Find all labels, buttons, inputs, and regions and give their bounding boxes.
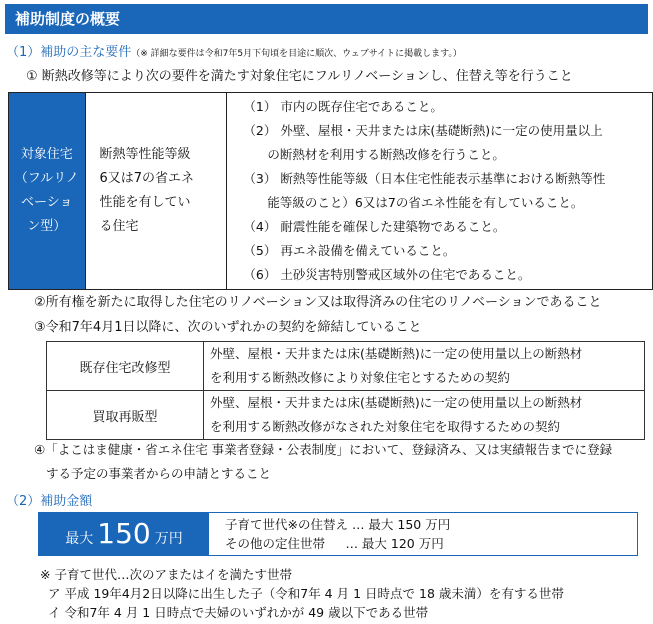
requirement-line: （2） 外壁、屋根・天井または床(基礎断熱)に一定の使用量以上 [243,123,603,138]
target-housing-requirements [227,93,653,290]
label-line: ン型） [27,219,67,234]
amount-line: その他の定住世帯 … 最大 120 万円 [225,536,444,551]
requirement-line: （4） 耐震性能を確保した建築物であること。 [243,219,506,234]
section-header: 補助制度の概要 [5,4,648,34]
desc-line: 断熱等性能等級 [99,147,191,162]
requirement-item-3: ③令和7年4月1日以降に、次のいずれかの契約を締結していること [34,320,422,335]
subsidy-amount-heading: （2）補助金額 [6,494,93,509]
contract-type-label: 買取再販型 [47,391,204,440]
contract-desc-line: を利用する断熱改修がなされた対象住宅を取得するための契約 [210,419,561,434]
requirements-heading: （1）補助の主な要件 [6,45,132,60]
target-housing-label [9,93,86,290]
label-line: ベーショ [21,195,73,210]
amount-breakdown [225,515,450,553]
requirement-line: （3） 断熱等性能等級（日本住宅性能表示基準における断熱等性 [243,171,606,186]
requirement-item-2: ②所有権を新たに取得した住宅のリノベーション又は取得済みの住宅のリノベーションであること [34,295,602,310]
max-value: 150 [97,517,151,550]
requirement-line: （1） 市内の既存住宅であること。 [243,99,443,114]
contract-desc-line: 外壁、屋根・天井または床(基礎断熱)に一定の使用量以上の断熱材 [210,395,583,410]
requirement-line: （5） 再エネ設備を備えていること。 [243,243,456,258]
requirement-line: 能等級のこと）6又は7の省エネ性能を有していること。 [267,195,584,210]
requirement-line: （6） 土砂災害特別警戒区域外の住宅であること。 [243,267,531,282]
max-amount-badge [39,513,209,555]
footnote-line: ア 平成 19年4月2日以降に出生した子（令和7年 4 月 1 日時点で 18 歳未満）を有する世帯 [48,586,564,601]
contract-type-description [204,391,645,440]
contract-type-description [204,342,645,391]
target-housing-description [85,93,227,290]
requirement-item-1: ① 断熱改修等により次の要件を満たす対象住宅にフルリノベーションし、住替え等を行うこと [26,69,573,84]
footnote-line: イ 令和7年 4 月 1 日時点で夫婦のいずれかが 49 歳以下である世帯 [48,605,429,620]
label-line: 対象住宅 [20,147,73,162]
desc-line: 6又は7の省エネ [99,171,195,186]
contract-desc-line: を利用する断熱改修により対象住宅とするための契約 [210,370,511,385]
max-unit: 万円 [154,531,183,547]
requirement-line: の断熱材を利用する断熱改修を行うこと。 [267,147,505,162]
requirements-heading-row [6,41,462,60]
contract-type-label: 既存住宅改修型 [47,342,204,391]
contract-type-table [46,341,645,440]
requirement-item-4-line2: する予定の事業者からの申請とすること [46,466,272,481]
contract-desc-line: 外壁、屋根・天井または床(基礎断熱)に一定の使用量以上の断熱材 [210,346,583,361]
desc-line: る住宅 [99,219,139,234]
amount-line: 子育て世代※の住替え … 最大 150 万円 [225,517,451,532]
subsidy-amount-box [38,512,638,556]
desc-line: 性能を有してい [99,195,191,210]
requirement-item-4-line1: ④「よこはま健康・省エネ住宅 事業者登録・公表制度」において、登録済み、又は実績報告までに登録 [34,442,613,457]
target-housing-table [8,92,653,290]
max-prefix: 最大 [65,531,94,547]
requirements-note: （※ 詳細な要件は令和7年5月下旬頃を目途に順次、ウェブサイトに掲載します。） [131,49,462,59]
label-line: （フルリノ [14,171,79,186]
footnote-line: ※ 子育て世代…次のアまたはイを満たす世帯 [40,567,292,582]
